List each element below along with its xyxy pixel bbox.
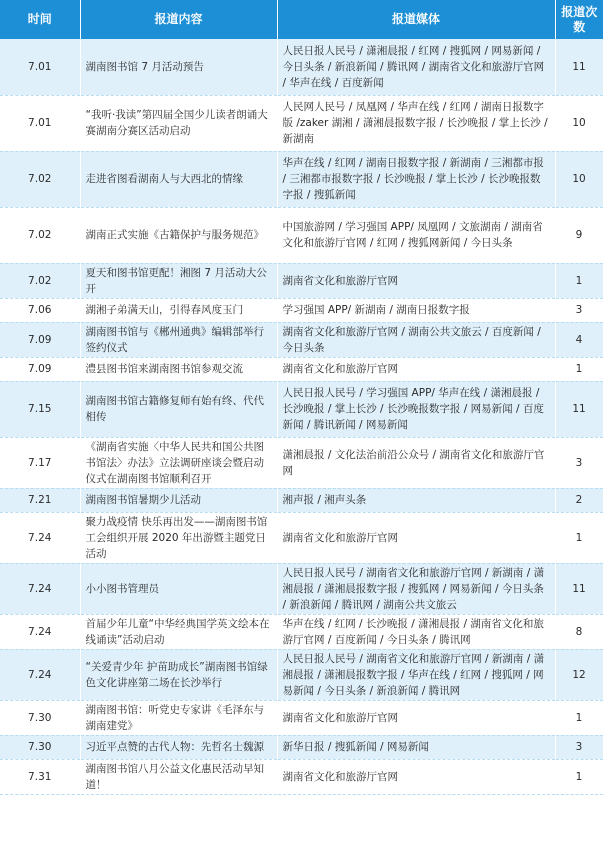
table-row xyxy=(0,563,603,614)
table-row xyxy=(0,357,603,381)
table-row xyxy=(0,488,603,512)
row-date: 7.01 xyxy=(0,95,80,151)
table-row xyxy=(0,437,603,488)
row-content: “关爱青少年 护苗助成长”湖南图书馆绿色文化讲座第二场在长沙举行 xyxy=(80,649,277,700)
row-date: 7.02 xyxy=(0,207,80,263)
table-row xyxy=(0,151,603,207)
row-count: 11 xyxy=(555,381,603,437)
row-content: 澧县图书馆来湖南图书馆参观交流 xyxy=(80,357,277,381)
row-count: 1 xyxy=(555,759,603,794)
row-count: 10 xyxy=(555,151,603,207)
row-content: 走进省图看湖南人与大西北的情缘 xyxy=(80,151,277,207)
row-content: 夏天和图书馆更配！湘图 7 月活动大公开 xyxy=(80,263,277,298)
row-content: 湖南图书馆古籍修复师有始有终、代代相传 xyxy=(80,381,277,437)
table-body xyxy=(0,39,603,794)
row-content: 首届少年儿童“中华经典国学英文绘本在线诵读”活动启动 xyxy=(80,614,277,649)
row-content: 湖南图书馆：听党史专家讲《毛泽东与湖南建党》 xyxy=(80,700,277,735)
row-count: 11 xyxy=(555,563,603,614)
row-date: 7.06 xyxy=(0,298,80,322)
row-date: 7.09 xyxy=(0,322,80,357)
row-content: 小小图书管理员 xyxy=(80,563,277,614)
row-count: 3 xyxy=(555,437,603,488)
table-row xyxy=(0,614,603,649)
table-row xyxy=(0,263,603,298)
table-row xyxy=(0,735,603,759)
row-date: 7.01 xyxy=(0,39,80,95)
row-content: 聚力战疫情 快乐再出发——湖南图书馆工会组织开展 2020 年出游暨主题党日活动 xyxy=(80,512,277,563)
row-count: 1 xyxy=(555,357,603,381)
row-date: 7.17 xyxy=(0,437,80,488)
row-content: 《湖南省实施〈中华人民共和国公共图书馆法〉办法》立法调研座谈会暨启动仪式在湖南图书馆顺利召开 xyxy=(80,437,277,488)
header-date: 时间 xyxy=(0,0,80,39)
row-content: 湖南图书馆暑期少儿活动 xyxy=(80,488,277,512)
table-row xyxy=(0,298,603,322)
row-media: 湖南省文化和旅游厅官网 xyxy=(277,700,555,735)
row-media: 人民网人民号 / 凤凰网 / 华声在线 / 红网 / 湖南日报数字版 /zaker 湖湘 / 潇湘晨报数字报 / 长沙晚报 / 掌上长沙 / 新湖南 xyxy=(277,95,555,151)
row-count: 4 xyxy=(555,322,603,357)
row-date: 7.24 xyxy=(0,563,80,614)
table-row xyxy=(0,649,603,700)
header-content: 报道内容 xyxy=(80,0,277,39)
table-header xyxy=(0,0,603,39)
row-date: 7.24 xyxy=(0,512,80,563)
row-date: 7.24 xyxy=(0,614,80,649)
row-media: 湖南省文化和旅游厅官网 / 湖南公共文旅云 / 百度新闻 / 今日头条 xyxy=(277,322,555,357)
table-row xyxy=(0,512,603,563)
row-count: 3 xyxy=(555,298,603,322)
row-media: 潇湘晨报 / 文化法治前沿公众号 / 湖南省文化和旅游厅官网 xyxy=(277,437,555,488)
row-date: 7.21 xyxy=(0,488,80,512)
row-media: 人民日报人民号 / 潇湘晨报 / 红网 / 搜狐网 / 网易新闻 / 今日头条 / 新浪新闻 / 腾讯网 / 湖南省文化和旅游厅官网 / 华声在线 / 百度新闻 xyxy=(277,39,555,95)
row-media: 新华日报 / 搜狐新闻 / 网易新闻 xyxy=(277,735,555,759)
row-content: 湖南正式实施《古籍保护与服务规范》 xyxy=(80,207,277,263)
row-count: 1 xyxy=(555,700,603,735)
row-content: 湖湘子弟满天山，引得春风度玉门 xyxy=(80,298,277,322)
row-media: 华声在线 / 红网 / 湖南日报数字报 / 新湖南 / 三湘都市报 / 三湘都市报数字报 / 长沙晚报 / 掌上长沙 / 长沙晚报数字报 / 搜狐新闻 xyxy=(277,151,555,207)
row-media: 华声在线 / 红网 / 长沙晚报 / 潇湘晨报 / 湖南省文化和旅游厅官网 / 百度新闻 / 今日头条 / 腾讯网 xyxy=(277,614,555,649)
row-date: 7.30 xyxy=(0,700,80,735)
row-media: 中国旅游网 / 学习强国 APP/ 凤凰网 / 文旅湖南 / 湖南省文化和旅游厅官网 / 红网 / 搜狐网新闻 / 今日头条 xyxy=(277,207,555,263)
row-media: 湖南省文化和旅游厅官网 xyxy=(277,263,555,298)
row-date: 7.02 xyxy=(0,151,80,207)
table-row xyxy=(0,381,603,437)
row-count: 1 xyxy=(555,512,603,563)
table-row xyxy=(0,95,603,151)
row-date: 7.09 xyxy=(0,357,80,381)
row-content: 湖南图书馆八月公益文化惠民活动早知道！ xyxy=(80,759,277,794)
row-media: 人民日报人民号 / 学习强国 APP/ 华声在线 / 潇湘晨报 / 长沙晚报 / 掌上长沙 / 长沙晚报数字报 / 网易新闻 / 百度新闻 / 腾讯新闻 / 网易新闻 xyxy=(277,381,555,437)
table-row xyxy=(0,322,603,357)
row-media: 学习强国 APP/ 新湖南 / 湖南日报数字报 xyxy=(277,298,555,322)
row-media: 人民日报人民号 / 湖南省文化和旅游厅官网 / 新湖南 / 潇湘晨报 / 潇湘晨报数字报 / 华声在线 / 红网 / 搜狐网 / 网易新闻 / 今日头条 / 新浪新闻 / 腾讯网 xyxy=(277,649,555,700)
row-content: 湖南图书馆 7 月活动预告 xyxy=(80,39,277,95)
row-media: 湘声报 / 湘声头条 xyxy=(277,488,555,512)
row-date: 7.15 xyxy=(0,381,80,437)
row-content: 湖南图书馆与《郴州通典》编辑部举行签约仪式 xyxy=(80,322,277,357)
row-content: 习近平点赞的古代人物：先哲名士魏源 xyxy=(80,735,277,759)
row-date: 7.30 xyxy=(0,735,80,759)
row-media: 湖南省文化和旅游厅官网 xyxy=(277,512,555,563)
table-row xyxy=(0,39,603,95)
row-content: “我听·我读”第四届全国少儿读者朗诵大赛湖南分赛区活动启动 xyxy=(80,95,277,151)
row-date: 7.24 xyxy=(0,649,80,700)
header-count: 报道次数 xyxy=(555,0,603,39)
header-row xyxy=(0,0,603,39)
row-count: 3 xyxy=(555,735,603,759)
row-media: 人民日报人民号 / 湖南省文化和旅游厅官网 / 新湖南 / 潇湘晨报 / 潇湘晨报数字报 / 搜狐网 / 网易新闻 / 今日头条 / 新浪新闻 / 腾讯网 / 湖南公共文旅云 xyxy=(277,563,555,614)
row-count: 2 xyxy=(555,488,603,512)
row-count: 10 xyxy=(555,95,603,151)
row-date: 7.02 xyxy=(0,263,80,298)
table-row xyxy=(0,759,603,794)
row-count: 11 xyxy=(555,39,603,95)
row-date: 7.31 xyxy=(0,759,80,794)
row-media: 湖南省文化和旅游厅官网 xyxy=(277,357,555,381)
row-count: 1 xyxy=(555,263,603,298)
row-count: 12 xyxy=(555,649,603,700)
header-media: 报道媒体 xyxy=(277,0,555,39)
row-media: 湖南省文化和旅游厅官网 xyxy=(277,759,555,794)
table-row xyxy=(0,207,603,263)
table-row xyxy=(0,700,603,735)
row-count: 9 xyxy=(555,207,603,263)
row-count: 8 xyxy=(555,614,603,649)
